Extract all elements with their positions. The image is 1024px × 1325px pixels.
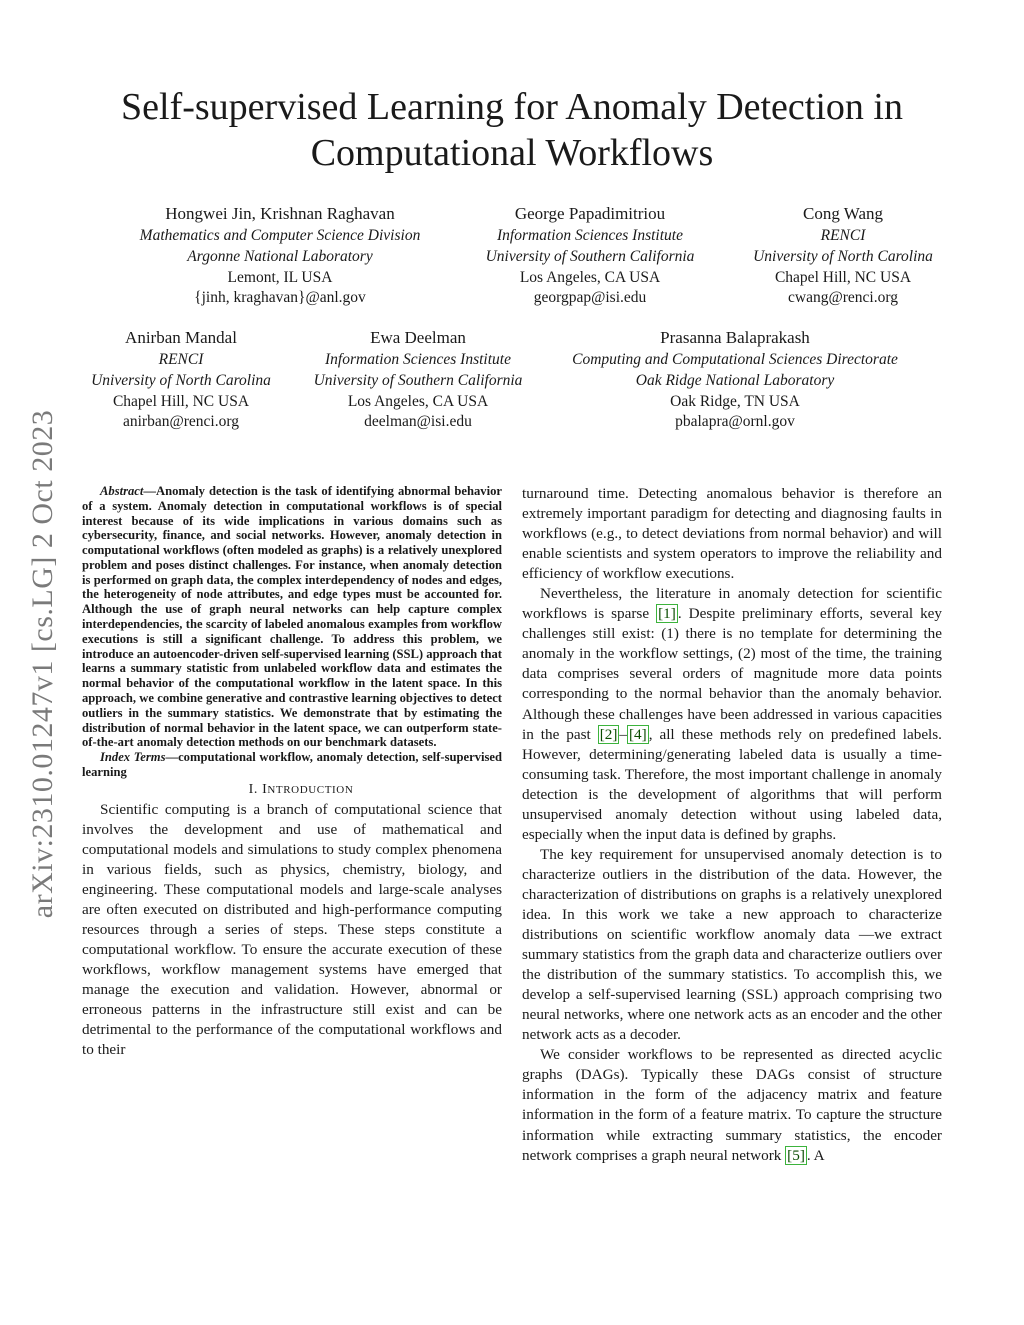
author-block-5 — [296, 326, 540, 433]
section-heading-introduction: I. INTRODUCTION — [248, 781, 354, 797]
author-name: Hongwei Jin, Krishnan Raghavan — [165, 204, 395, 223]
author-org: Oak Ridge National Laboratory — [635, 371, 835, 389]
author-org: University of Southern California — [313, 371, 523, 389]
author-email: georgpap@isi.edu — [533, 289, 647, 307]
author-name: Prasanna Balaprakash — [660, 328, 810, 347]
author-dept: Information Sciences Institute — [497, 227, 683, 244]
arxiv-sidebar — [26, 364, 60, 964]
author-location: Chapel Hill, NC USA — [112, 392, 250, 410]
author-block-6 — [548, 326, 922, 433]
author-location: Lemont, IL USA — [227, 268, 333, 286]
author-block-4 — [76, 326, 286, 433]
citation-link[interactable]: [4] — [629, 725, 647, 743]
intro-paragraph-1: Scientific computing is a branch of computational science that involves the development and use of mathematical and computational models and simulations to study complex phenomena in various fields, such as physics, chemistry, biology, and engineering. These computational models and large-scale analyses are often executed on distributed and high-performance computing resources through a series of steps. These steps constitute a computational workflow. To ensure the accurate execution of these workflows, workflow management systems have emerged that manage the execution and validation. However, abnormal or erroneous patterns in the infrastructure still exist and can be detrimental to the performance of the computational workflows and to their — [82, 800, 502, 1059]
abstract — [82, 484, 502, 750]
author-email: cwang@renci.org — [788, 289, 898, 307]
author-dept: RENCI — [158, 351, 204, 368]
author-location: Los Angeles, CA USA — [347, 392, 489, 410]
intro-paragraph-2: Nevertheless, the literature in anomaly detection for scientific workflows is sparse [1] . Despite preliminary efforts, several key challenges still exist: (1) there is no template for determining the anomaly in the workflow settings, (2) most of the time, the training data comprises several orders of magnitude more data points corresponding to the normal behavior than the anomaly behavior. Although these challenges have been addressed in various capacities in the past [2] – [4] , all these methods rely on predefined labels. However, determining/generating labeled data is usually a time-consuming task. Therefore, the most important challenge in anomaly detection is the development of algorithms that will perform unsupervised anomaly detection without using labeled data, especially when the input data is defined by graphs. — [522, 585, 943, 843]
author-dept: Mathematics and Computer Science Division — [139, 227, 421, 244]
author-org: Argonne National Laboratory — [187, 247, 373, 265]
author-block-2 — [462, 202, 718, 309]
author-block-3 — [732, 202, 954, 309]
intro-paragraph-1-continued: turnaround time. Detecting anomalous behavior is therefore an extremely important paradigm for detecting and diagnosing faults in workflows (e.g., to detect deviations from normal behavior) and will enable scientists and system operators to improve the reliability and efficiency of workflow executions. — [522, 485, 942, 583]
author-name: Ewa Deelman — [370, 328, 466, 347]
author-email: deelman@isi.edu — [364, 413, 472, 431]
author-org: University of North Carolina — [91, 371, 271, 389]
paper-title: Self-supervised Learning for Anomaly Detection in Computational Workflows — [121, 86, 903, 174]
index-terms — [82, 750, 502, 780]
author-dept: Information Sciences Institute — [325, 351, 511, 368]
abstract-text: —Anomaly detection is the task of identifying abnormal behavior of a system. Anomaly detection in computational workflows is of special interest because of its wide implications in various domains such as cybersecurity, finance, and social networks. However, anomaly detection in computational workflows (often modeled as graphs) is a relatively unexplored problem and poses distinct challenges. For instance, when anomaly detection is performed on graph data, the complex interdependency of nodes and edges, the heterogeneity of node attributes, and edge types must be accounted for. Although the use of graph neural networks can help capture complex interdependencies, the scarcity of labeled anomalous examples from workflow executions is still a significant challenge. To address this problem, we introduce an autoencoder-driven self-supervised learning (SSL) approach that learns a summary statistic from unlabeled workflow data and estimates the normal behavior of the computational workflow in the latent space. In this approach, we combine generative and contrastive learning objectives to detect outliers in the summary statistics. We demonstrate that by estimating the distribution of normal behavior in the latent space, we can outperform state-of-the-art anomaly detection methods on our benchmark datasets. — [82, 484, 502, 750]
author-name: Cong Wang — [802, 204, 883, 223]
intro-paragraph-3: The key requirement for unsupervised anomaly detection is to characterize outliers in the distribution of the data. However, the characterization of distributions on graphs is a relatively unexplored idea. In this work we take a new approach to characterize distributions on scientific workflow anomaly data —we extract summary statistics from the graph data and characterize outliers over the distribution of the summary statistics. To accomplish this, we develop a self-supervised learning (SSL) approach comprising two neural networks, where one network acts as an encoder and the other network acts as a decoder. — [522, 845, 942, 1044]
author-block-1 — [96, 202, 464, 309]
arxiv-identifier: arXiv:2310.01247v1 [cs.LG] 2 Oct 2023 — [26, 409, 59, 919]
author-location: Chapel Hill, NC USA — [774, 268, 912, 286]
index-terms-text: —computational workflow, anomaly detection, self-supervised learning — [82, 750, 502, 779]
right-column — [522, 484, 942, 1166]
author-org: University of Southern California — [485, 247, 695, 265]
author-name: Anirban Mandal — [125, 328, 237, 347]
left-column — [82, 484, 502, 1060]
author-dept: RENCI — [820, 227, 866, 244]
author-email: pbalapra@ornl.gov — [675, 413, 795, 431]
author-org: University of North Carolina — [753, 247, 933, 265]
citation-link[interactable]: [1] — [658, 605, 676, 623]
author-location: Oak Ridge, TN USA — [670, 392, 800, 410]
author-location: Los Angeles, CA USA — [519, 268, 661, 286]
author-name: George Papadimitriou — [514, 204, 666, 223]
author-dept: Computing and Computational Sciences Directorate — [572, 351, 898, 368]
citation-link[interactable]: [2] — [599, 725, 618, 743]
author-email: {jinh, kraghavan}@anl.gov — [194, 289, 366, 307]
author-email: anirban@renci.org — [123, 413, 239, 431]
citation-link[interactable]: [5] — [787, 1146, 805, 1164]
abstract-label: Abstract — [100, 484, 144, 498]
index-terms-label: Index Terms — [100, 750, 166, 765]
intro-paragraph-4: We consider workflows to be represented as directed acyclic graphs (DAGs). Typically these DAGs consist of structure information in the form of the adjacency matrix and feature information in the form of a feature matrix. To capture the structure information while extracting summary statistics, the encoder network comprises a graph neural network [5] . A — [522, 1046, 942, 1164]
